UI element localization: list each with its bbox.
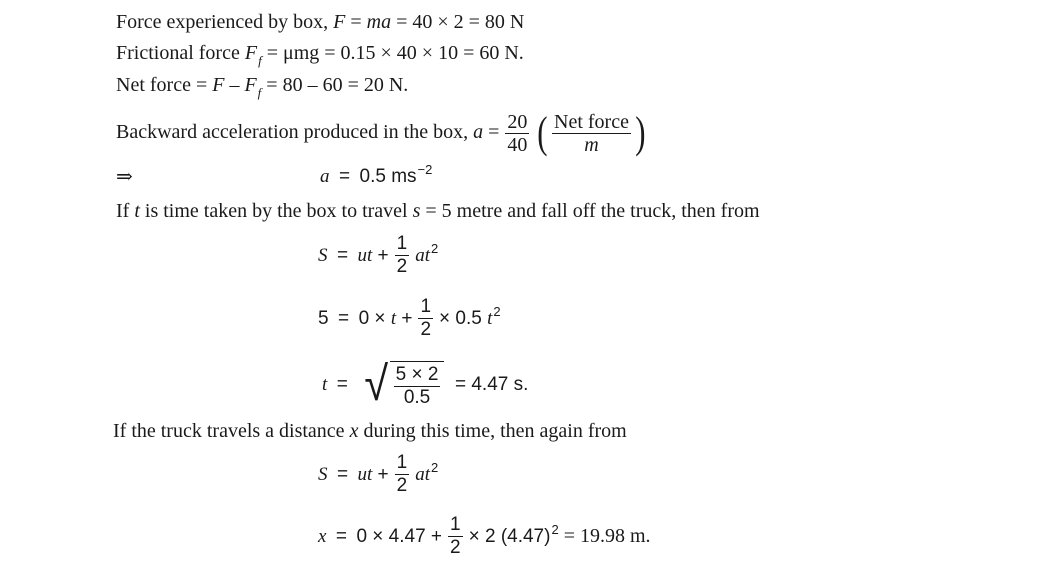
numerator: Net force xyxy=(554,110,629,133)
net-force-line xyxy=(116,73,408,99)
var-t: t xyxy=(487,308,493,329)
accel-result xyxy=(320,162,433,190)
var-F: F xyxy=(244,42,258,64)
numerator: 1 xyxy=(450,514,461,536)
numerator: 20 xyxy=(507,110,528,133)
var-a: a xyxy=(320,166,330,187)
plus: + xyxy=(372,464,389,485)
implies-arrow-icon: ⇒ xyxy=(116,166,133,188)
var-F: F xyxy=(212,74,225,96)
exponent: 2 xyxy=(431,241,439,256)
backward-accel-line xyxy=(116,104,648,160)
accel-value: 0.5 ms xyxy=(359,166,417,187)
var-x: x xyxy=(349,420,359,442)
force-line xyxy=(116,10,524,34)
numerator: 1 xyxy=(396,452,408,474)
equation-4 xyxy=(318,451,438,500)
text: If xyxy=(116,200,135,222)
left-paren: ( xyxy=(537,108,548,158)
fraction-net-force-m xyxy=(552,111,631,156)
if-t-line xyxy=(116,199,760,223)
fraction-half xyxy=(395,233,410,278)
force-value: = 40 × 2 = 80 N xyxy=(391,11,525,33)
implies-line xyxy=(116,162,433,189)
var-F: F xyxy=(333,11,346,33)
var-S: S xyxy=(318,245,328,266)
denominator: 2 xyxy=(396,256,408,278)
equals: = xyxy=(338,166,351,187)
var-S: S xyxy=(318,464,328,485)
radical-icon: √ xyxy=(364,357,389,411)
exponent: 2 xyxy=(431,460,439,475)
fraction-half xyxy=(448,514,463,559)
force-text: Force experienced by box, xyxy=(116,11,334,33)
var-x: x xyxy=(318,526,327,547)
var-ut: ut xyxy=(357,245,373,266)
friction-line xyxy=(116,41,524,67)
var-at: at xyxy=(415,245,431,266)
denominator: 0.5 xyxy=(403,386,431,408)
denominator: 2 xyxy=(420,319,432,341)
var-F: F xyxy=(244,74,257,96)
plus: + xyxy=(396,308,413,329)
net-value: = 80 – 60 = 20 N. xyxy=(261,74,409,96)
equals: = xyxy=(336,464,349,485)
term: × 2 (4.47) xyxy=(468,526,551,547)
var-s: s xyxy=(412,200,421,222)
net-text: Net force = xyxy=(116,74,213,96)
var-at: at xyxy=(415,464,431,485)
var-t: t xyxy=(134,200,140,222)
equals: = xyxy=(336,245,349,266)
backward-text: Backward acceleration produced in the box, xyxy=(116,121,474,143)
fraction-half xyxy=(395,452,410,497)
subscript-f: f xyxy=(258,53,262,68)
if-truck-line xyxy=(113,419,627,443)
square-root xyxy=(363,357,444,411)
fraction-20-40 xyxy=(505,111,529,156)
var-t: t xyxy=(390,308,397,329)
var-ut: ut xyxy=(357,464,373,485)
text: If the truck travels a distance xyxy=(113,420,350,442)
fraction-half xyxy=(418,296,433,341)
equation-3 xyxy=(322,358,528,412)
equals: = xyxy=(336,374,348,395)
numerator: 1 xyxy=(396,233,408,255)
text: is time taken by the box to travel xyxy=(139,200,413,222)
radicand xyxy=(390,361,445,409)
equals: = xyxy=(335,526,347,547)
equation-5 xyxy=(318,512,651,562)
exponent: −2 xyxy=(417,162,433,177)
equals: = xyxy=(338,308,350,329)
denominator: 2 xyxy=(396,475,408,497)
denominator: 40 xyxy=(507,133,528,156)
equation-1 xyxy=(318,232,438,281)
equals: = xyxy=(345,11,367,33)
right-paren: ) xyxy=(635,108,646,158)
var-ma: ma xyxy=(366,11,392,33)
subscript-f: f xyxy=(257,85,262,100)
minus: – xyxy=(224,74,245,96)
term: × 0.5 xyxy=(439,308,488,329)
friction-value: = μmg = 0.15 × 40 × 10 = 60 N. xyxy=(261,42,524,64)
result: = 4.47 s. xyxy=(454,374,529,395)
var-t: t xyxy=(322,374,328,395)
exponent: 2 xyxy=(551,522,559,537)
equals: = xyxy=(483,121,500,143)
term: 0 × 4.47 + xyxy=(356,526,443,547)
numerator: 5 × 2 xyxy=(395,363,439,385)
denominator: m xyxy=(584,133,599,156)
text: during this time, then again from xyxy=(358,420,627,442)
var-a: a xyxy=(473,121,484,143)
numerator: 1 xyxy=(420,296,432,318)
denominator: 2 xyxy=(450,537,461,559)
plus: + xyxy=(372,245,389,266)
exponent: 2 xyxy=(493,304,501,319)
lhs: 5 xyxy=(318,308,329,329)
result: = 19.98 m. xyxy=(558,525,651,547)
term: 0 × xyxy=(358,308,391,329)
equation-2 xyxy=(318,295,501,344)
friction-text: Frictional force xyxy=(116,42,245,64)
text: = 5 metre and fall off the truck, then from xyxy=(420,200,760,222)
